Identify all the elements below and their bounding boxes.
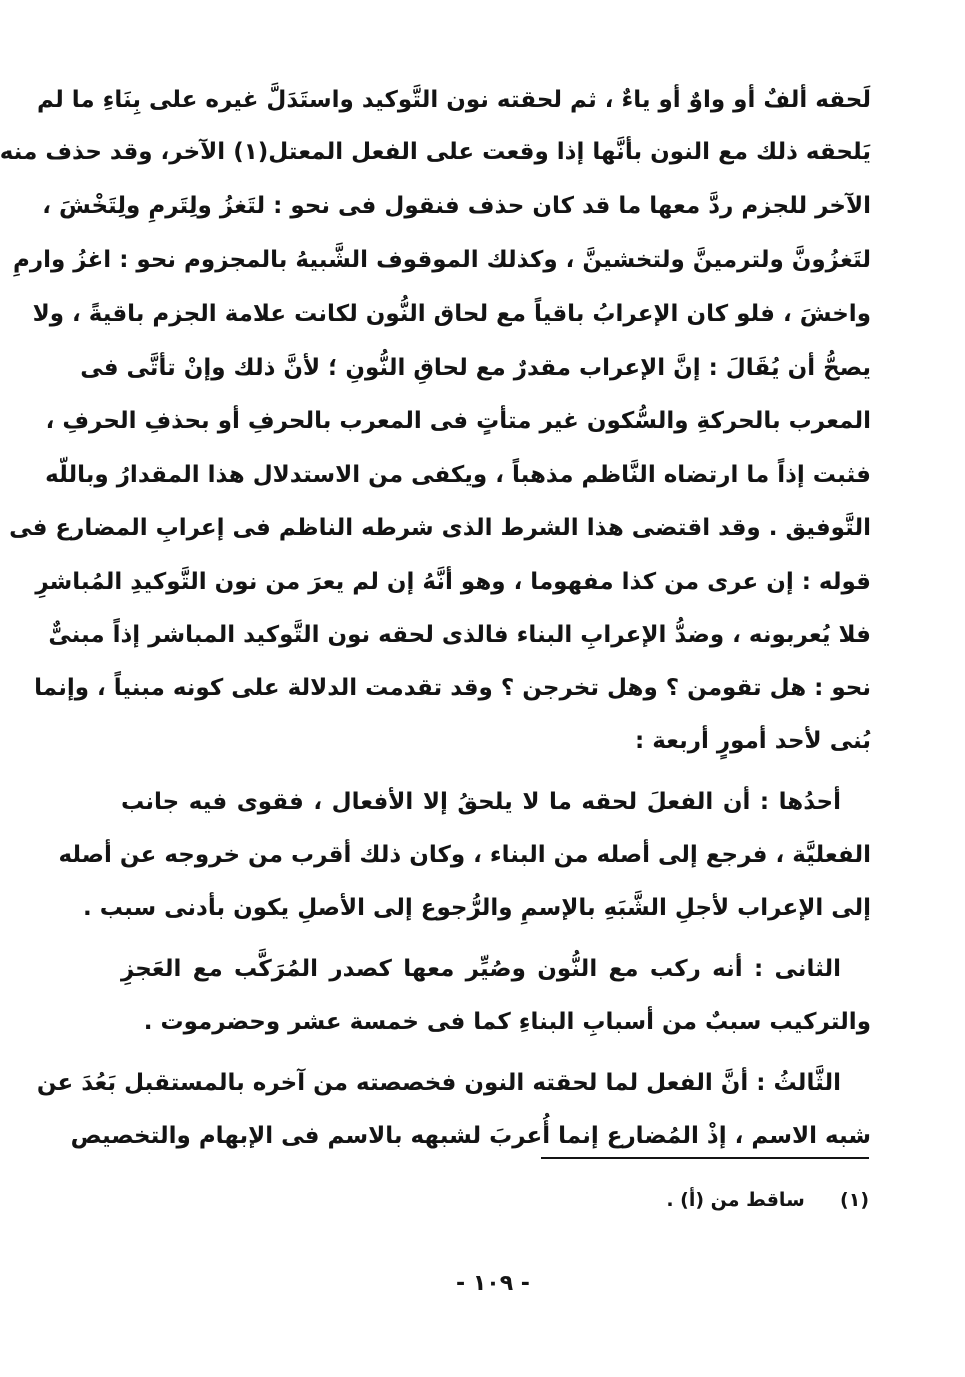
text-line-6: يصحُّ أن يُقَالَ : إنَّ الإعراب مقدرٌ مع لحاقِ النُّونِ ؛ لأنَّ ذلك وإنْ تأتَّى فى [80, 355, 871, 381]
footnote-divider [541, 1157, 869, 1159]
text-line-12: نحو : هل تقومن ؟ وهل تخرجن ؟ وقد تقدمت الدلالة على كونه مبنياً ، وإنما [34, 675, 871, 701]
text-line-10: قوله : إن عرى من كذا مفهوما ، وهو أنَّهُ إن لم يعرَ من نون التَّوكيدِ المُباشرِ [35, 569, 871, 595]
text-line-11: فلا يُعربونه ، وضدُّ الإعرابِ البناء فالذى لحقه نون التَّوكيد المباشر إذاً مبنىٌّ [48, 622, 871, 648]
text-line-3: الآخر للجزم ردَّ معها ما قد كان حذف فنقول فى نحو : لتَغزُ ولِتَرمِ ولِتَخْشَ ، [42, 193, 871, 219]
footnote [121, 1178, 869, 1222]
text-line-13: بُنى لأحد أمورٍ أربعة : [635, 728, 871, 754]
paragraph-3-line-2: شبه الاسم ، إذْ المُضارع إنما أُعربَ لشبهه بالاسم فى الإبهام والتخصيص [70, 1123, 871, 1149]
text-line-7: المعرب بالحركةِ والسُّكون غير متأتٍ فى المعرب بالحرفِ أو بحذفِ الحرفِ ، [45, 408, 871, 434]
paragraph-1-line-1: أحدُها : أن الفعلَ لحقه ما لا يلحقُ إلا الأفعال ، فقوى فيه جانب [121, 789, 841, 815]
text-line-5: واخشَ ، فلو كان الإعرابُ باقياً مع لحاق النُّون لكانت علامة الجزم باقيةً ، ولا [32, 301, 871, 327]
paragraph-2-line-1: الثانى : أنه ركب مع النُّون وصُيِّر معها كصدر المُرَكَّب مع العَجزِ [121, 956, 841, 982]
text-line-4: لتَغزُونَّ ولترمينَّ ولتخشينَّ ، وكذلك الموقوف الشَّبيهُ بالمجزوم نحو : اغزُ وارمِ [13, 247, 871, 273]
text-line-9: التَّوفيق . وقد اقتضى هذا الشرط الذى شرطه الناظم فى إعرابِ المضارع فى [9, 515, 871, 541]
text-line-8: فثبت إذاً ما ارتضاه النَّاظم مذهباً ، ويكفى من الاستدلال هذا المقدارُ وباللّه [45, 462, 871, 488]
paragraph-2-line-2: والتركيب سببٌ من أسبابِ البناءِ كما فى خمسة عشر وحضرموت . [143, 1009, 871, 1035]
paragraph-1-line-2: الفعليَّة ، فرجع إلى أصله من البناء ، وكان ذلك أقرب من خروجه عن أصله [58, 842, 871, 868]
page-number: - ١٠٩ - [456, 1271, 530, 1296]
footnote-text: ساقط من (أ) . [666, 1189, 805, 1211]
text-line-2: يَلحقه ذلك مع النون بأنَّها إذا وقعت على الفعل المعتل(١) الآخر، وقد حذف منه [0, 139, 871, 165]
footnote-marker: (١) [840, 1189, 869, 1211]
paragraph-3-line-1: الثَّالثُ : أنَّ الفعل لما لحقته النون فخصصته من آخره بالمستقبل بَعُدَ عن [36, 1070, 841, 1096]
paragraph-1-line-3: إلى الإعراب لأجلِ الشَّبَهِ بالإسمِ والرُّجوع إلى الأصلِ يكون بأدنى سبب . [83, 895, 871, 921]
text-line-1: لَحقه ألفٌ أو واوٌ أو ياءٌ ، ثم لحقته نون التَّوكيد واستَدَلَّ غيره على بِنَاءِ ما لم [37, 87, 871, 113]
